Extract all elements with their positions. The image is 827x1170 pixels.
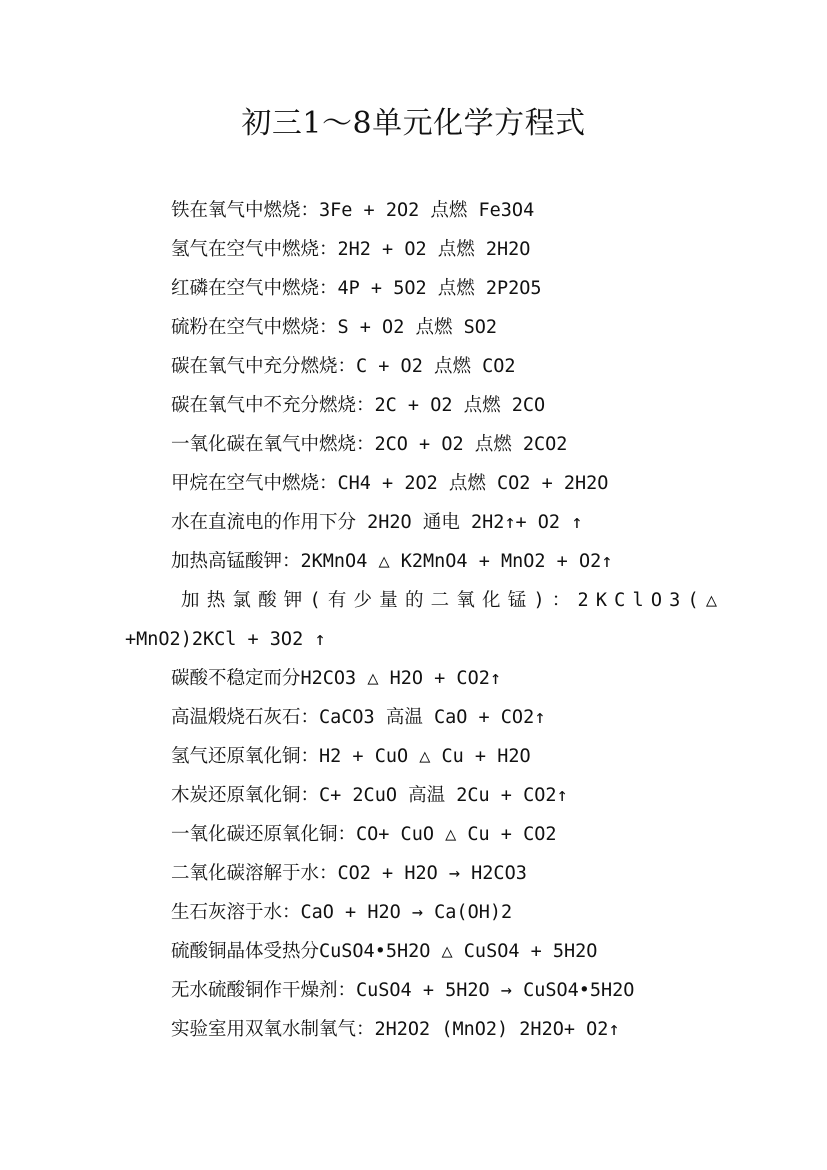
equation-line: 实验室用双氧水制氧气：2H2O2 (MnO2) 2H2O+ O2↑ [171,1019,620,1040]
equation-line: 甲烷在空气中燃烧：CH4 + 2O2 点燃 CO2 + 2H2O [171,473,609,494]
equation-line: 木炭还原氧化铜：C+ 2CuO 高温 2Cu + CO2↑ [171,785,568,806]
equation-line: 碳酸不稳定而分H2CO3 △ H2O + CO2↑ [171,668,501,689]
equation-line: 一氧化碳在氧气中燃烧：2CO + O2 点燃 2CO2 [171,434,568,455]
equation-line: 高温煅烧石灰石：CaCO3 高温 CaO + CO2↑ [171,707,546,728]
equation-line: 一氧化碳还原氧化铜：CO+ CuO △ Cu + CO2 [171,824,557,845]
equation-line: 硫酸铜晶体受热分CuSO4•5H2O △ CuSO4 + 5H2O [171,941,598,962]
page-title: 初三1～8单元化学方程式 [241,106,586,141]
equation-line: 碳在氧气中充分燃烧：C + O2 点燃 CO2 [171,356,516,377]
equation-line: 水在直流电的作用下分 2H2O 通电 2H2↑+ O2 ↑ [171,512,583,533]
equation-line: 无水硫酸铜作干燥剂：CuSO4 + 5H2O → CuSO4•5H2O [171,980,635,1001]
equation-line: 氢气在空气中燃烧：2H2 + O2 点燃 2H2O [171,239,531,260]
equation-line: 加热高锰酸钾：2KMnO4 △ K2MnO4 + MnO2 + O2↑ [171,551,613,572]
equation-line: 二氧化碳溶解于水：CO2 + H2O → H2CO3 [171,863,527,884]
equation-line: 硫粉在空气中燃烧：S + O2 点燃 SO2 [171,317,498,338]
equation-line: 加热氯酸钾(有少量的二氧化锰)：2KClO3(△ [181,590,725,611]
equation-line: 氢气还原氧化铜：H2 + CuO △ Cu + H2O [171,746,531,767]
equation-line: 生石灰溶于水：CaO + H2O → Ca(OH)2 [171,902,513,923]
equation-line: 铁在氧气中燃烧：3Fe + 2O2 点燃 Fe3O4 [171,200,535,221]
equation-list [0,196,827,1054]
equation-line-continued: +MnO2)2KCl + 3O2 ↑ [125,629,326,650]
equation-line: 碳在氧气中不充分燃烧：2C + O2 点燃 2CO [171,395,546,416]
equation-line: 红磷在空气中燃烧：4P + 5O2 点燃 2P2O5 [171,278,542,299]
